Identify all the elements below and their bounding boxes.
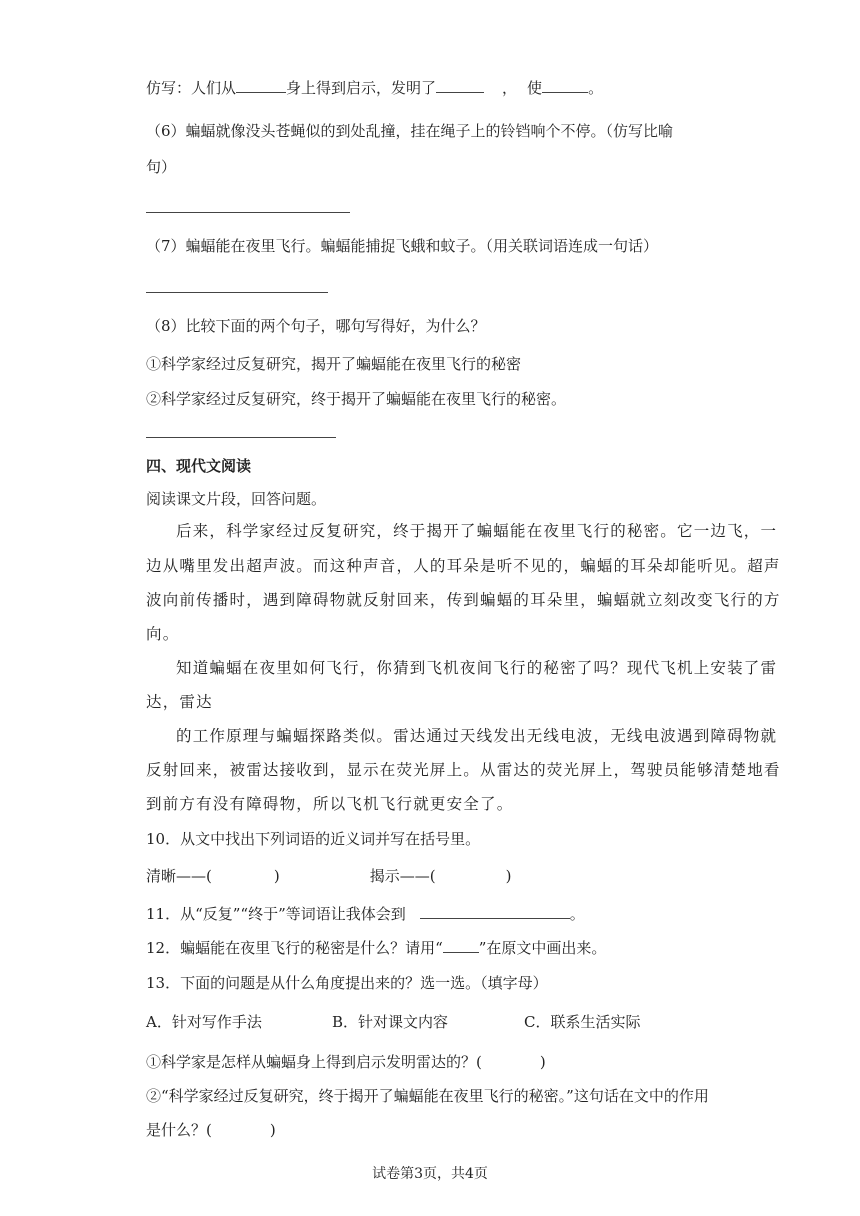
question-8-sentence-1: ①科学家经过反复研究，揭开了蝙蝠能在夜里飞行的秘密 — [146, 355, 522, 373]
question-12-end: ”在原文中画出来。 — [478, 939, 607, 957]
imitation-end: 。 — [588, 79, 604, 97]
question-13-option-a: A．针对写作手法 — [146, 1013, 262, 1031]
passage-line: 达，雷达 — [146, 693, 213, 711]
question-11-end: 。 — [569, 905, 585, 923]
answer-blank[interactable] — [420, 904, 570, 919]
passage-line: 波向前传播时，遇到障碍物就反射回来，传到蝙蝠的耳朵里，蝙蝠就立刻改变飞行的方 — [146, 591, 781, 609]
question-13-item-1-text: ①科学家是怎样从蝙蝠身上得到启示发明雷达的？( — [146, 1053, 482, 1071]
question-6-line1: （6）蝙蝠就像没头苍蝇似的到处乱撞，挂在绳子上的铃铛响个不停。（仿写比喻 — [146, 122, 674, 140]
question-13-option-b: B．针对课文内容 — [332, 1013, 449, 1031]
answer-blank[interactable] — [436, 78, 484, 93]
page-footer: 试卷第3页，共4页 — [372, 1166, 488, 1182]
question-8-sentence-2: ②科学家经过反复研究，终于揭开了蝙蝠能在夜里飞行的秘密。 — [146, 390, 567, 408]
question-10-items — [146, 866, 511, 886]
passage-line: 向。 — [146, 625, 180, 643]
imitation-text: 身上得到启示，发明了 — [286, 79, 437, 97]
question-13-item-2-line1: ②“科学家经过反复研究，终于揭开了蝙蝠能在夜里飞行的秘密。”这句话在文中的作用 — [146, 1087, 709, 1105]
answer-blank[interactable] — [236, 78, 286, 93]
answer-line[interactable] — [146, 212, 350, 213]
question-6-line2: 句） — [146, 158, 177, 176]
imitation-lead: 仿写：人们从 — [146, 79, 237, 97]
question-12 — [146, 938, 606, 958]
close-paren: ) — [273, 867, 280, 885]
imitation-text: 使 — [527, 79, 543, 97]
question-7: （7）蝙蝠能在夜里飞行。蝙蝠能捕捉飞蛾和蚊子。（用关联词语连成一句话） — [146, 237, 659, 255]
question-13-item-2-text: 是什么？( — [146, 1121, 212, 1139]
question-13-title: 13．下面的问题是从什么角度提出来的？选一选。（填字母） — [146, 974, 548, 992]
answer-line[interactable] — [146, 292, 328, 293]
question-13-item-2-line2 — [146, 1120, 276, 1140]
question-13-item-1 — [146, 1052, 546, 1072]
imitation-comma: ， — [502, 79, 518, 97]
answer-blank[interactable] — [542, 78, 588, 93]
passage-line: 到前方有没有障碍物，所以飞机飞行就更安全了。 — [146, 795, 514, 813]
synonym-item-a: 清晰——( — [146, 867, 212, 885]
passage-line: 后来，科学家经过反复研究，终于揭开了蝙蝠能在夜里飞行的秘密。它一边飞，一 — [176, 522, 778, 540]
question-10-title: 10．从文中找出下列词语的近义词并写在括号里。 — [146, 830, 481, 848]
section-heading: 四、现代文阅读 — [146, 457, 252, 475]
question-11-text: 11．从“反复”“终于”等词语让我体会到 — [146, 905, 406, 923]
underline-sample — [443, 938, 479, 953]
passage-line: 的工作原理与蝙蝠探路类似。雷达通过天线发出无线电波，无线电波遇到障碍物就 — [176, 727, 778, 745]
close-paren: ) — [539, 1053, 546, 1071]
passage-line: 知道蝙蝠在夜里如何飞行，你猜到飞机夜间飞行的秘密了吗？现代飞机上安装了雷 — [176, 659, 778, 677]
imitation-prompt — [146, 78, 603, 98]
close-paren: ) — [269, 1121, 276, 1139]
section-intro: 阅读课文片段，回答问题。 — [146, 490, 327, 508]
question-8-title: （8）比较下面的两个句子，哪句写得好，为什么？ — [146, 317, 486, 335]
synonym-item-b: 揭示——( — [369, 867, 436, 885]
close-paren: ) — [505, 867, 512, 885]
question-11 — [146, 904, 585, 924]
answer-line[interactable] — [146, 437, 336, 438]
passage-line: 反射回来，被雷达接收到，显示在荧光屏上。从雷达的荧光屏上，驾驶员能够清楚地看 — [146, 761, 781, 779]
question-12-text: 12．蝙蝠能在夜里飞行的秘密是什么？请用“ — [146, 939, 443, 957]
question-13-option-c: C．联系生活实际 — [524, 1013, 641, 1031]
passage-line: 边从嘴里发出超声波。而这种声音，人的耳朵是听不见的，蝙蝠的耳朵却能听见。超声 — [146, 557, 781, 575]
